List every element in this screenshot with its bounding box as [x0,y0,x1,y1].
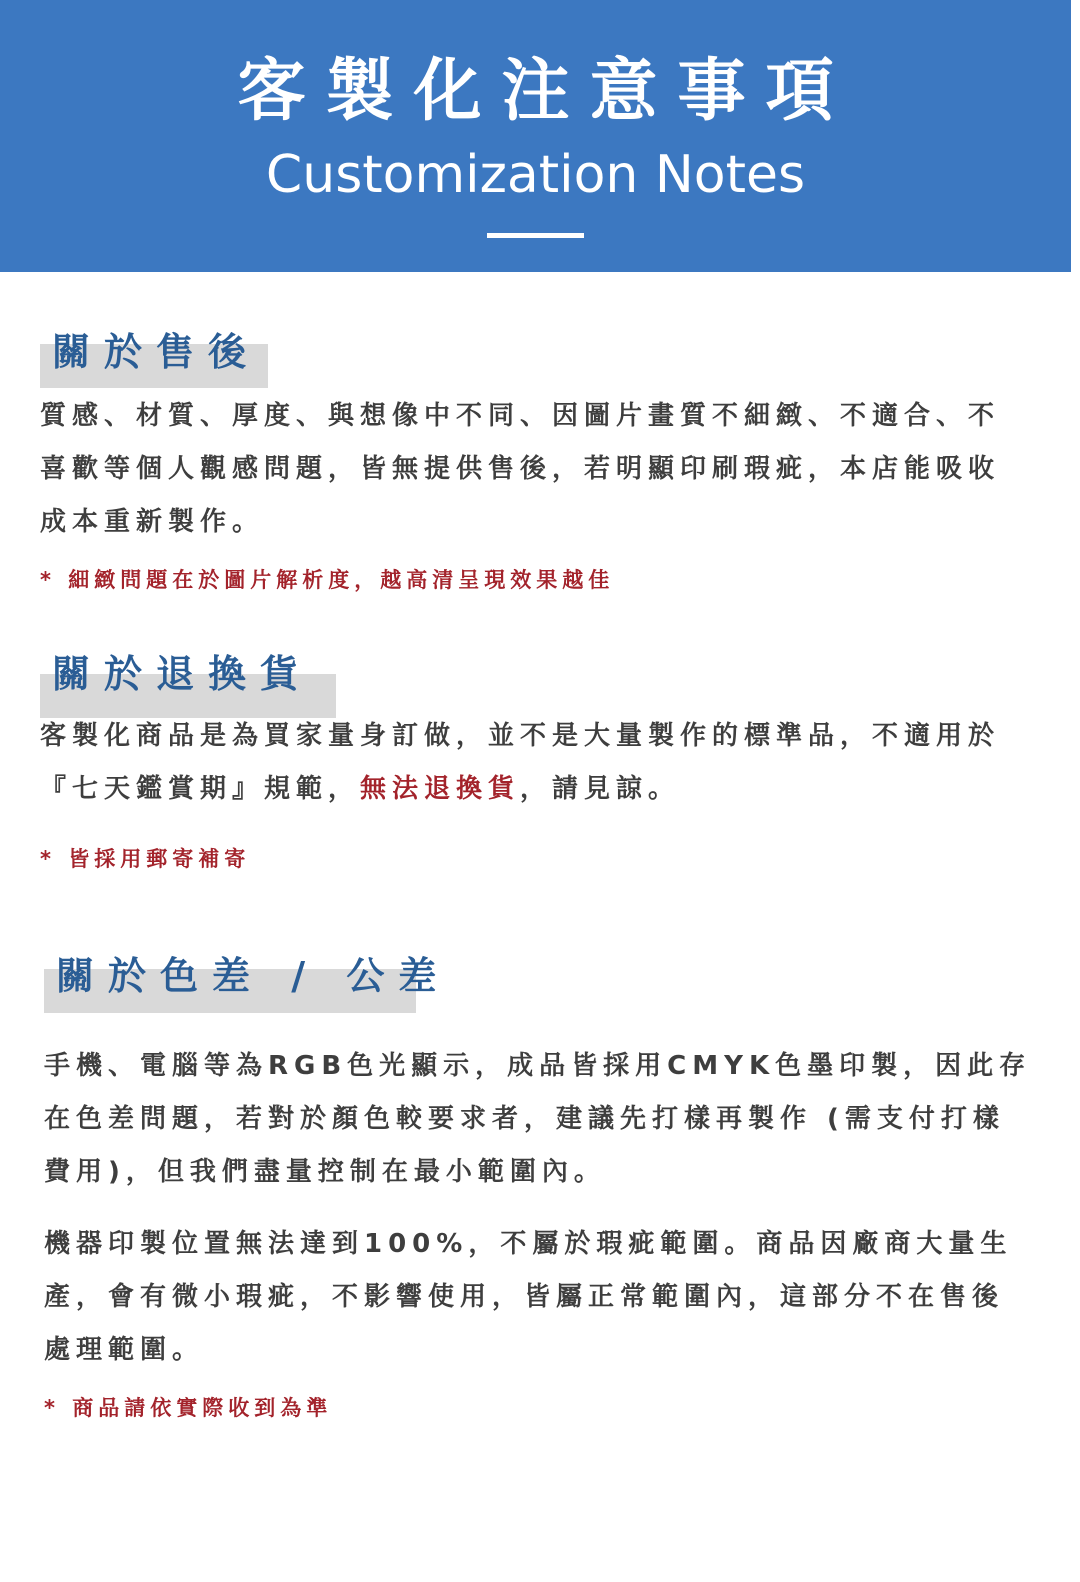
tolerance-paragraph: 機器印製位置無法達到100%，不屬於瑕疵範圍。商品因廠商大量生產，會有微小瑕疵，不影響使用，皆屬正常範圍內，這部分不在售後處理範圍。 [44,1229,1013,1365]
section-heading-returns: 關於退換貨 [52,652,313,696]
page-subtitle: Customization Notes [265,145,806,205]
returns-paragraph-text: 客製化商品是為買家量身訂做，並不是大量製作的標準品，不適用於『七天鑑賞期』規範， [40,721,1001,804]
section-heading-after-sales: 關於售後 [52,330,261,374]
page-title: 客製化注意事項 [237,52,854,131]
no-returns-highlight: 無法退換貨 [360,774,521,804]
title-underline [487,233,584,238]
color-paragraph: 手機、電腦等為RGB色光顯示，成品皆採用CMYK色墨印製，因此存在色差問題，若對於顏色較要求者，建議先打樣再製作 (需支付打樣費用)，但我們盡量控制在最小範圍內。 [44,1051,1032,1187]
returns-paragraph [40,710,1030,816]
returns-paragraph-end: ，請見諒。 [520,774,681,804]
after-sales-note: * 細緻問題在於圖片解析度，越高清呈現效果越佳 [40,568,615,592]
section-heading-color-tolerance: 關於色差 / 公差 [56,954,451,998]
color-tolerance-note: * 商品請依實際收到為準 [44,1396,333,1420]
returns-note: * 皆採用郵寄補寄 [40,847,251,871]
after-sales-paragraph: 質感、材質、厚度、與想像中不同、因圖片畫質不細緻、不適合、不喜歡等個人觀感問題，皆無提供售後，若明顯印刷瑕疵，本店能吸收成本重新製作。 [40,401,1001,537]
header-banner [0,0,1071,272]
